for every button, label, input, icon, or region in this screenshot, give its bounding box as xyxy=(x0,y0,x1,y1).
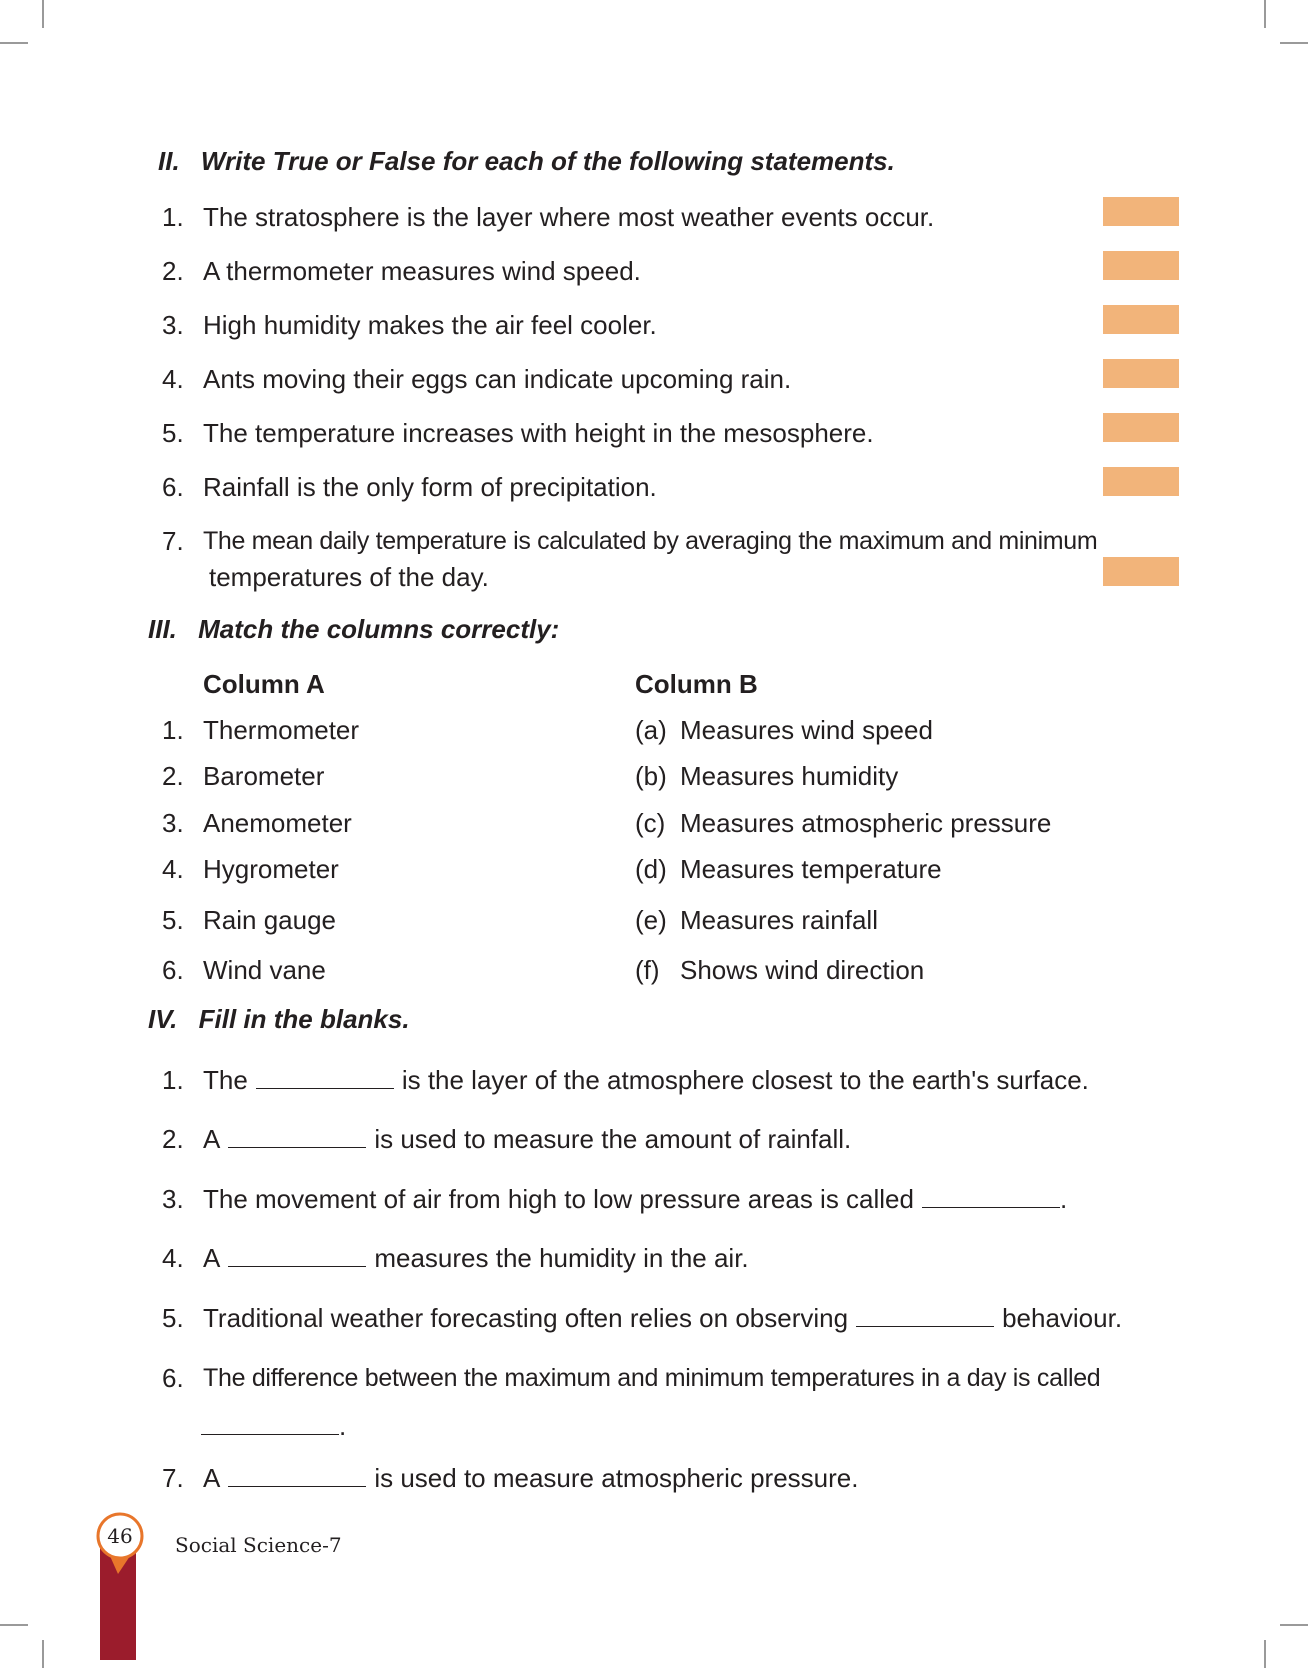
item-number: 2. xyxy=(162,761,184,791)
crop-mark xyxy=(1264,1640,1266,1668)
item-letter: (c) xyxy=(635,808,666,838)
crop-mark xyxy=(1280,1624,1308,1626)
answer-box[interactable] xyxy=(1103,197,1179,226)
item-letter: (e) xyxy=(635,905,667,935)
section-4-title: Fill in the blanks. xyxy=(198,1004,410,1034)
item-text: High humidity makes the air feel cooler. xyxy=(203,310,657,340)
blank-field[interactable] xyxy=(856,1304,994,1327)
item-number: 7. xyxy=(162,1463,184,1493)
sentence-end: is used to measure the amount of rainfall. xyxy=(374,1124,852,1154)
item-number: 6. xyxy=(162,1363,184,1393)
list-item xyxy=(203,1301,1122,1335)
crop-mark xyxy=(42,0,44,28)
section-3-title: Match the columns correctly: xyxy=(198,614,560,644)
column-a-item: Hygrometer xyxy=(203,854,339,884)
book-title: Social Science-7 xyxy=(175,1533,342,1557)
sentence-start: Traditional weather forecasting often relies on observing xyxy=(203,1303,849,1333)
column-b-item: Shows wind direction xyxy=(680,955,925,985)
item-text: The temperature increases with height in the mesosphere. xyxy=(203,418,874,448)
list-item xyxy=(203,1063,1089,1097)
column-b-header: Column B xyxy=(635,669,758,699)
sentence-end: measures the humidity in the air. xyxy=(374,1243,749,1273)
item-number: 4. xyxy=(162,854,184,884)
column-a-item: Barometer xyxy=(203,761,325,791)
item-number: 3. xyxy=(162,1184,184,1214)
item-number: 5. xyxy=(162,905,184,935)
sentence-start: A xyxy=(203,1463,221,1493)
item-number: 2. xyxy=(162,256,184,286)
section-2-roman: II. xyxy=(158,146,180,176)
blank-field[interactable] xyxy=(228,1125,366,1148)
item-letter: (f) xyxy=(635,955,660,985)
answer-box[interactable] xyxy=(1103,413,1179,442)
list-item xyxy=(203,1461,858,1495)
blank-field[interactable] xyxy=(201,1412,339,1435)
blank-field[interactable] xyxy=(256,1066,394,1089)
list-item-continued xyxy=(201,1409,346,1443)
item-number: 1. xyxy=(162,715,184,745)
sentence-end: behaviour. xyxy=(1002,1303,1123,1333)
column-a-item: Wind vane xyxy=(203,955,326,985)
crop-mark xyxy=(42,1640,44,1668)
column-a-item: Thermometer xyxy=(203,715,360,745)
answer-box[interactable] xyxy=(1103,251,1179,280)
column-b-item: Measures temperature xyxy=(680,854,942,884)
item-letter: (d) xyxy=(635,854,667,884)
column-a-header: Column A xyxy=(203,669,325,699)
section-4-heading xyxy=(148,1004,410,1035)
column-b-item: Measures wind speed xyxy=(680,715,933,745)
sentence-start: The xyxy=(203,1065,248,1095)
section-3-heading xyxy=(148,614,559,645)
sentence-start: The movement of air from high to low pressure areas is called xyxy=(203,1184,914,1214)
item-number: 6. xyxy=(162,955,184,985)
sentence-end: . xyxy=(1059,1184,1068,1214)
sentence-end: is the layer of the atmosphere closest to the earth's surface. xyxy=(401,1065,1089,1095)
item-letter: (b) xyxy=(635,761,667,791)
item-number: 3. xyxy=(162,310,184,340)
item-number: 7. xyxy=(162,526,184,556)
sentence-start: A xyxy=(203,1124,221,1154)
crop-mark xyxy=(1264,0,1266,28)
answer-box[interactable] xyxy=(1103,467,1179,496)
answer-box[interactable] xyxy=(1103,359,1179,388)
list-item: The difference between the maximum and minimum temperatures in a day is called xyxy=(203,1364,1101,1392)
crop-mark xyxy=(0,42,28,44)
sentence-end: . xyxy=(339,1411,347,1441)
item-text: The mean daily temperature is calculated by averaging the maximum and minimum xyxy=(203,527,1098,555)
item-number: 1. xyxy=(162,1065,184,1095)
answer-box[interactable] xyxy=(1103,557,1179,586)
item-number: 5. xyxy=(162,418,184,448)
section-4-roman: IV. xyxy=(148,1004,178,1034)
page-number: 46 xyxy=(107,1524,133,1548)
crop-mark xyxy=(1280,42,1308,44)
crop-mark xyxy=(0,1624,28,1626)
item-text: Ants moving their eggs can indicate upcoming rain. xyxy=(203,364,792,394)
item-number: 5. xyxy=(162,1303,184,1333)
section-2-title: Write True or False for each of the following statements. xyxy=(200,146,895,176)
item-number: 3. xyxy=(162,808,184,838)
item-number: 4. xyxy=(162,1243,184,1273)
column-b-item: Measures atmospheric pressure xyxy=(680,808,1052,838)
column-b-item: Measures humidity xyxy=(680,761,899,791)
item-text: The stratosphere is the layer where most weather events occur. xyxy=(203,202,935,232)
column-a-item: Rain gauge xyxy=(203,905,336,935)
item-text: Rainfall is the only form of precipitation. xyxy=(203,472,657,502)
sentence-start: A xyxy=(203,1243,221,1273)
list-item xyxy=(203,1182,1067,1216)
item-number: 6. xyxy=(162,472,184,502)
column-b-item: Measures rainfall xyxy=(680,905,878,935)
item-text-continued: temperatures of the day. xyxy=(209,562,489,592)
item-number: 2. xyxy=(162,1124,184,1154)
answer-box[interactable] xyxy=(1103,305,1179,334)
column-a-item: Anemometer xyxy=(203,808,352,838)
item-number: 4. xyxy=(162,364,184,394)
blank-field[interactable] xyxy=(228,1464,366,1487)
item-number: 1. xyxy=(162,202,184,232)
section-3-roman: III. xyxy=(148,614,177,644)
blank-field[interactable] xyxy=(922,1185,1060,1208)
list-item xyxy=(203,1122,851,1156)
item-letter: (a) xyxy=(635,715,667,745)
blank-field[interactable] xyxy=(228,1244,366,1267)
list-item xyxy=(203,1241,749,1275)
sentence-end: is used to measure atmospheric pressure. xyxy=(374,1463,859,1493)
item-text: A thermometer measures wind speed. xyxy=(203,256,641,286)
section-2-heading xyxy=(158,146,895,177)
